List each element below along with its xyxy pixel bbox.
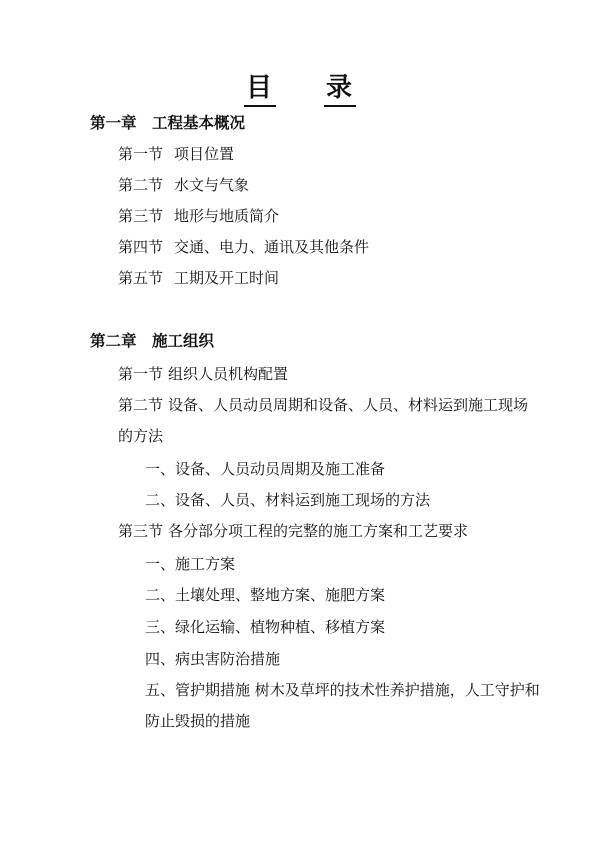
section-number: 第一节 xyxy=(118,365,164,383)
section-number: 第二节 xyxy=(118,396,164,414)
toc-subentry[interactable]: 三、绿化运输、植物种植、移植方案 xyxy=(145,618,386,636)
toc-entry[interactable] xyxy=(118,206,279,226)
chapter-1-number: 第一章 xyxy=(90,113,137,132)
toc-title xyxy=(0,72,600,107)
toc-title-char-1: 目 xyxy=(244,72,276,107)
toc-subentry[interactable]: 二、土壤处理、整地方案、施肥方案 xyxy=(145,586,386,604)
toc-entry[interactable] xyxy=(118,175,249,195)
toc-subentry[interactable]: 一、施工方案 xyxy=(145,555,236,573)
toc-subentry[interactable]: 五、管护期措施 树木及草坪的技术性养护措施，人工守护和 xyxy=(145,681,540,699)
toc-subentry-continuation: 防止毁损的措施 xyxy=(145,712,251,730)
chapter-2-number: 第二章 xyxy=(90,331,137,350)
toc-entry[interactable] xyxy=(118,237,369,257)
section-title: 交通、电力、通讯及其他条件 xyxy=(174,238,370,256)
section-number: 第三节 xyxy=(118,522,164,540)
section-title: 工期及开工时间 xyxy=(174,269,280,287)
section-title: 各分部分项工程的完整的施工方案和工艺要求 xyxy=(168,522,469,540)
toc-entry[interactable] xyxy=(118,521,468,541)
chapter-1-heading[interactable] xyxy=(90,113,245,133)
chapter-2-title: 施工组织 xyxy=(152,331,215,350)
section-title: 项目位置 xyxy=(174,145,235,163)
section-number: 第四节 xyxy=(118,238,164,256)
section-title: 组织人员机构配置 xyxy=(168,365,289,383)
toc-subentry[interactable]: 二、设备、人员、材料运到施工现场的方法 xyxy=(145,491,431,509)
toc-entry[interactable] xyxy=(118,144,234,164)
section-number: 第二节 xyxy=(118,176,164,194)
chapter-1-title: 工程基本概况 xyxy=(152,113,246,132)
section-title: 地形与地质简介 xyxy=(174,207,280,225)
toc-subentry[interactable]: 一、设备、人员动员周期及施工准备 xyxy=(145,460,386,478)
section-title: 设备、人员动员周期和设备、人员、材料运到施工现场 xyxy=(168,396,529,414)
toc-entry[interactable] xyxy=(118,364,288,384)
toc-entry[interactable] xyxy=(118,395,528,415)
section-title: 水文与气象 xyxy=(174,176,250,194)
chapter-2-heading[interactable] xyxy=(90,331,214,351)
section-number: 第五节 xyxy=(118,269,164,287)
section-number: 第一节 xyxy=(118,145,164,163)
toc-subentry[interactable]: 四、病虫害防治措施 xyxy=(145,650,281,668)
section-number: 第三节 xyxy=(118,207,164,225)
toc-entry-continuation: 的方法 xyxy=(118,427,164,445)
toc-entry[interactable] xyxy=(118,268,279,288)
toc-title-char-2: 录 xyxy=(324,72,356,107)
